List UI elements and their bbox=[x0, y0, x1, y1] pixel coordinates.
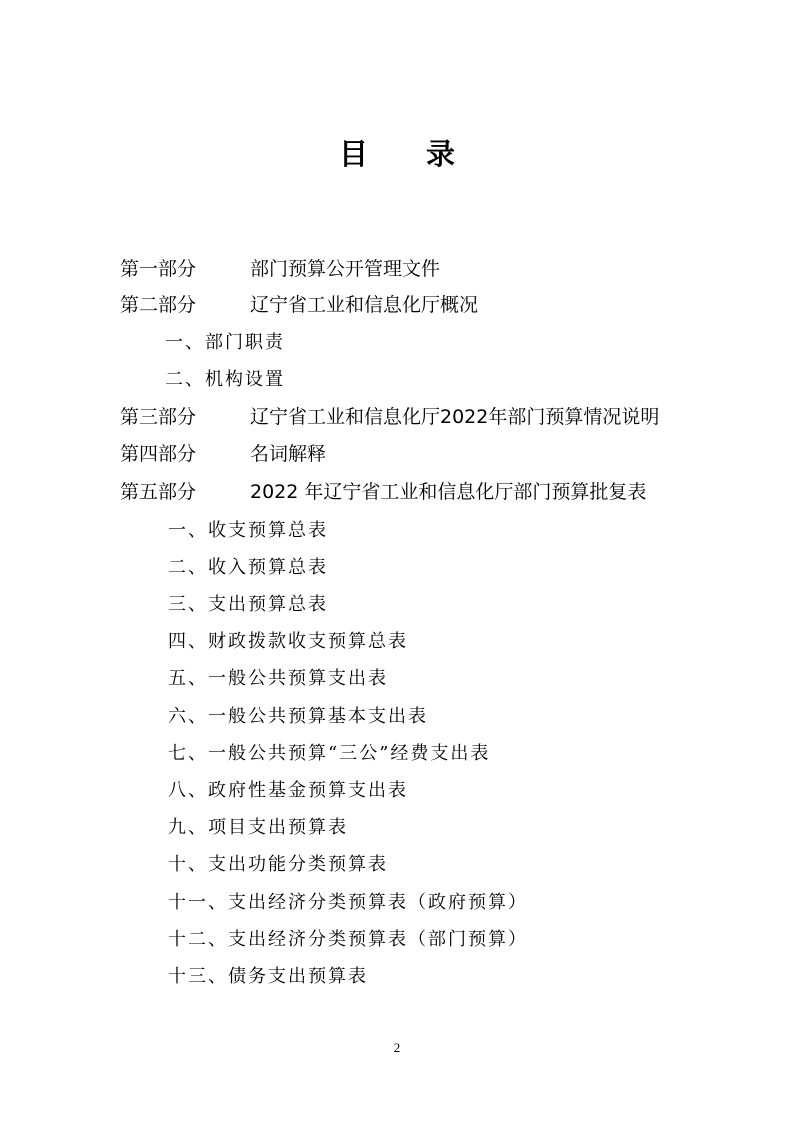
part-title: 部门预算公开管理文件 bbox=[250, 258, 441, 280]
page-number: 2 bbox=[393, 1040, 401, 1055]
part-title: 辽宁省工业和信息化厅2022年部门预算情况说明 bbox=[250, 406, 660, 428]
toc-title-char-2: 录 bbox=[426, 137, 456, 171]
toc-item-text: 十二、支出经济分类预算表（部门预算） bbox=[168, 929, 528, 950]
toc-item-text: 四、财政拨款收支预算总表 bbox=[168, 631, 408, 652]
toc-item-text: 十一、支出经济分类预算表（政府预算） bbox=[168, 892, 528, 913]
toc-item-text: 二、机构设置 bbox=[165, 369, 285, 390]
toc-item-text: 九、项目支出预算表 bbox=[168, 817, 348, 838]
toc-item-text: 十、支出功能分类预算表 bbox=[168, 854, 388, 875]
toc-item-text: 七、一般公共预算“三公”经费支出表 bbox=[168, 743, 491, 764]
part-title: 名词解释 bbox=[250, 443, 327, 465]
part-title: 2022 年辽宁省工业和信息化厅部门预算批复表 bbox=[250, 481, 647, 503]
part-label: 第二部分 bbox=[120, 294, 197, 316]
toc-item-text: 八、政府性基金预算支出表 bbox=[168, 780, 408, 801]
part-title: 辽宁省工业和信息化厅概况 bbox=[250, 294, 479, 316]
toc-item-text: 六、一般公共预算基本支出表 bbox=[168, 706, 428, 727]
toc-item-text: 一、部门职责 bbox=[165, 332, 285, 353]
toc-item-text: 五、一般公共预算支出表 bbox=[168, 668, 388, 689]
part-label: 第五部分 bbox=[120, 481, 197, 503]
part-label: 第四部分 bbox=[120, 443, 197, 465]
part-label: 第三部分 bbox=[120, 406, 197, 428]
toc-item-text: 二、收入预算总表 bbox=[168, 557, 328, 578]
toc-title-char-1: 目 bbox=[338, 137, 368, 171]
toc-item-text: 一、收支预算总表 bbox=[168, 520, 328, 541]
toc-title bbox=[0, 136, 794, 172]
toc-item-text: 十三、债务支出预算表 bbox=[168, 966, 368, 987]
toc-item-text: 三、支出预算总表 bbox=[168, 594, 328, 615]
part-label: 第一部分 bbox=[120, 258, 197, 280]
